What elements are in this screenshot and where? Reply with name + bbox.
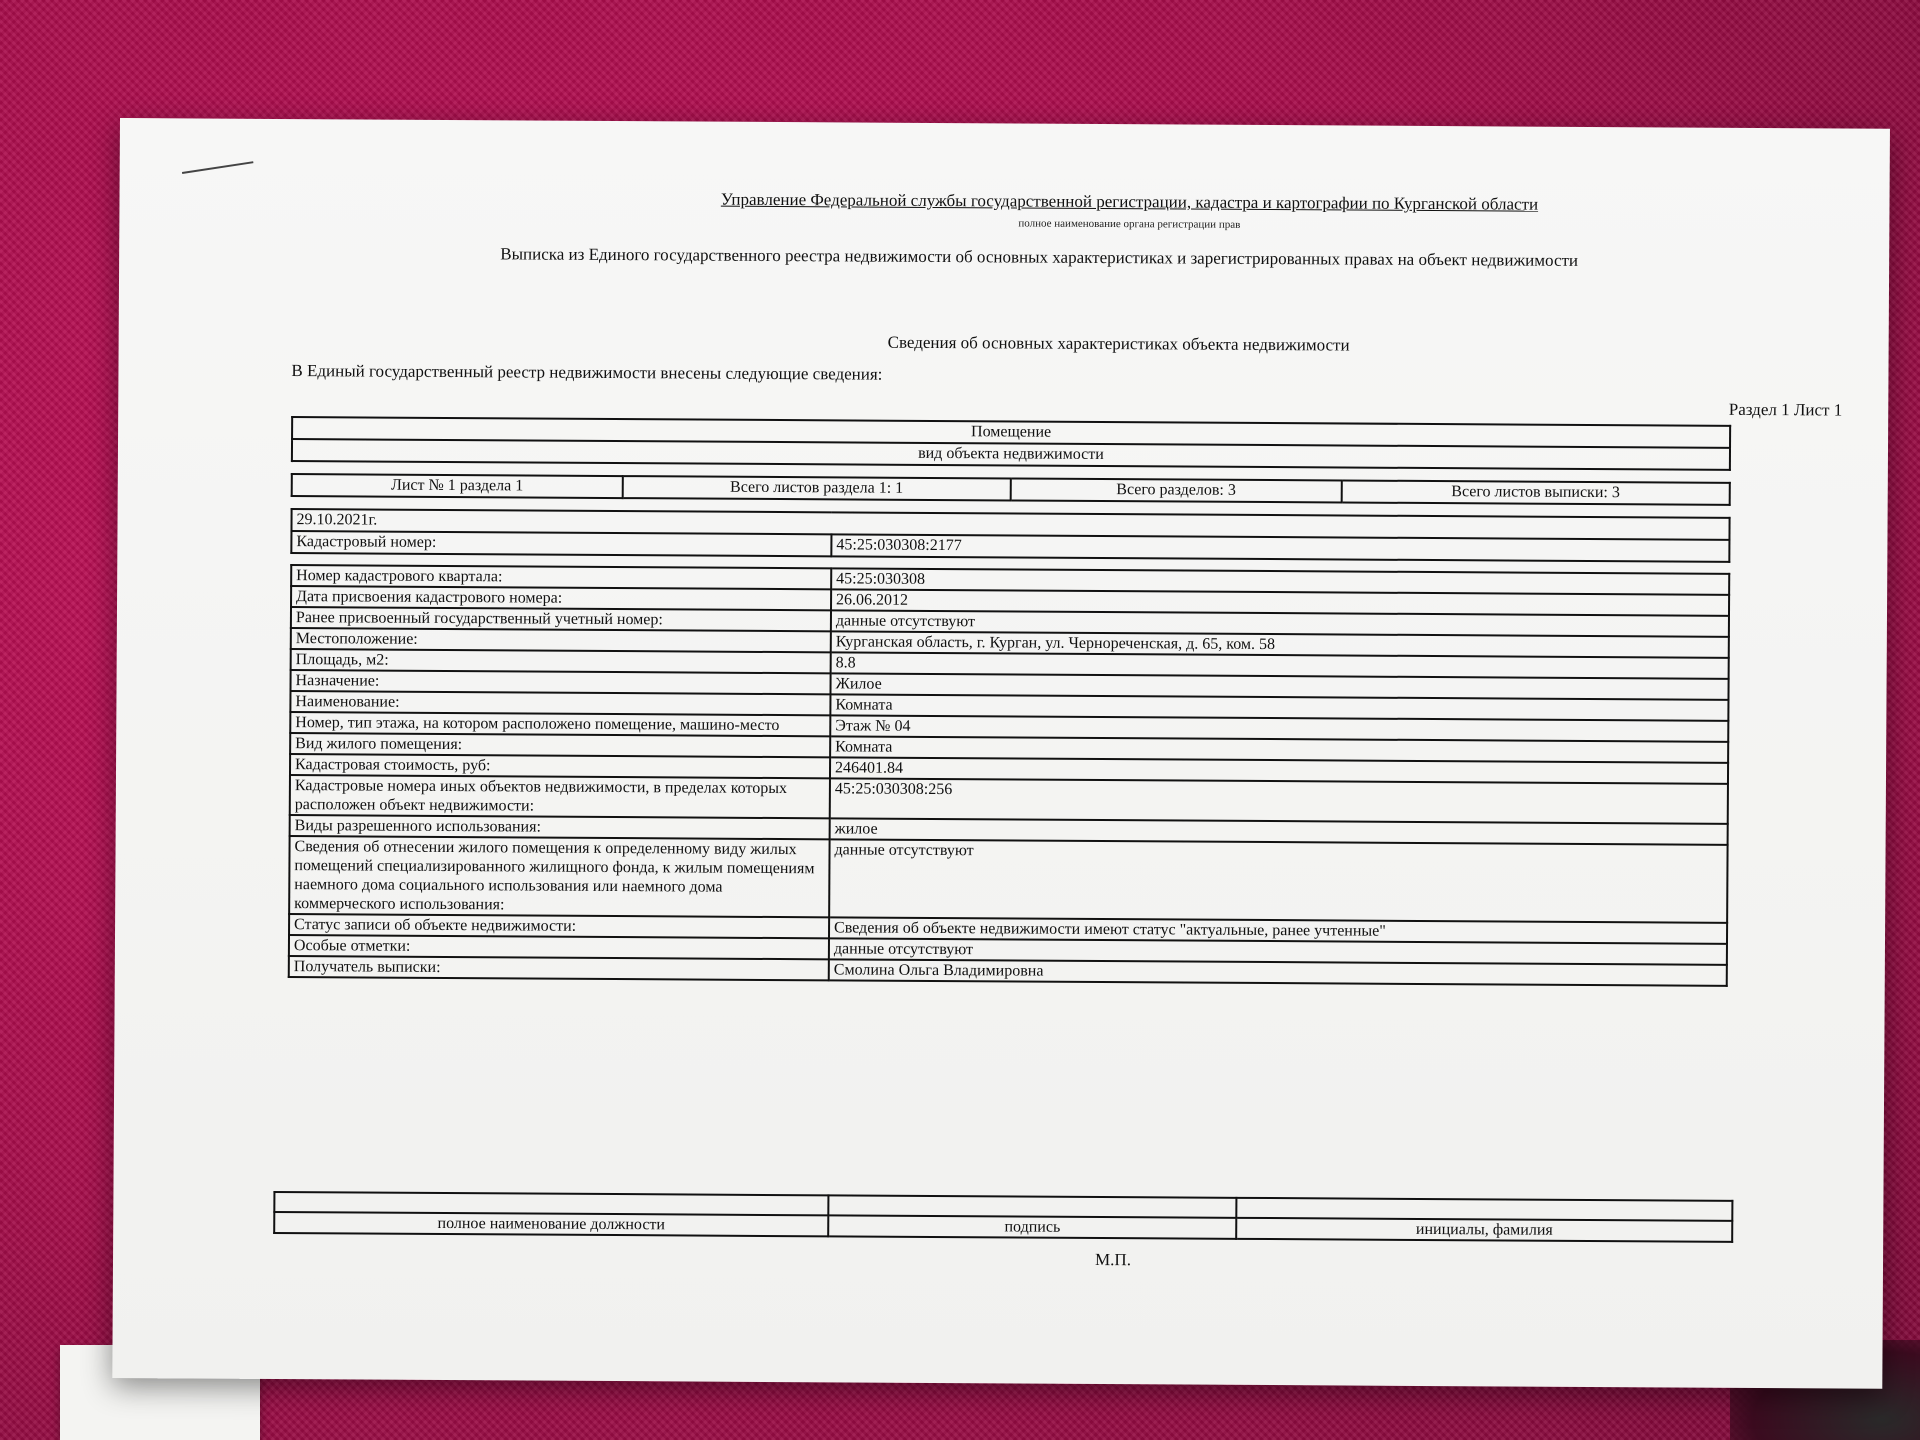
row-value: Жилое — [830, 673, 1728, 699]
organization-caption: полное наименование органа регистрации прав — [1018, 217, 1241, 231]
total-sheets-section: Всего листов раздела 1: 1 — [622, 476, 1010, 500]
section-sheet-label: Раздел 1 Лист 1 — [1728, 399, 1843, 420]
row-label: Кадастровая стоимость, руб: — [290, 754, 830, 778]
signature-cell — [828, 1195, 1236, 1217]
sheet-number: Лист № 1 раздела 1 — [292, 474, 623, 498]
row-label: Дата присвоения кадастрового номера: — [291, 586, 831, 610]
row-label: Наименование: — [290, 691, 830, 715]
total-sections: Всего разделов: 3 — [1011, 478, 1342, 502]
row-label: Получатель выписки: — [289, 956, 829, 980]
intro-text: В Единый государственный реестр недвижимости внесены следующие сведения: — [291, 361, 883, 384]
organization-title: Управление Федеральной службы государственной регистрации, кадастра и картографии по Курганской области — [720, 189, 1539, 214]
signature-table — [273, 1191, 1733, 1243]
row-value: 26.06.2012 — [831, 589, 1729, 615]
row-label: Местоположение: — [291, 628, 831, 652]
object-type-table — [291, 416, 1731, 471]
cadastral-number-label: Кадастровый номер: — [291, 531, 831, 556]
document-title: Выписка из Единого государственного реестра недвижимости об основных характеристиках и зарегистрированных правах на объект недвижимости — [500, 244, 1579, 270]
row-value: 246401.84 — [830, 757, 1728, 783]
pen-mark — [182, 161, 253, 174]
row-label: Виды разрешенного использования: — [290, 815, 830, 839]
row-label: Статус записи об объекте недвижимости: — [289, 914, 829, 938]
row-value: 45:25:030308:256 — [830, 778, 1728, 823]
row-value: Комната — [830, 736, 1728, 762]
row-label: Особые отметки: — [289, 935, 829, 959]
position-caption: полное наименование должности — [274, 1212, 828, 1236]
row-label: Назначение: — [291, 670, 831, 694]
row-value: Сведения об объекте недвижимости имеют статус "актуальные, ранее учтенные" — [829, 917, 1727, 943]
extract-date: 29.10.2021г. — [291, 509, 1729, 540]
row-value: Смолина Ольга Владимировна — [829, 959, 1727, 985]
row-label: Кадастровые номера иных объектов недвижимости, в пределах которых расположен объект недвижимости: — [290, 775, 830, 818]
characteristics-table — [288, 564, 1731, 987]
name-caption: инициалы, фамилия — [1236, 1218, 1732, 1242]
row-value: данные отсутствуют — [831, 610, 1729, 636]
section-title: Сведения об основных характеристиках объекта недвижимости — [887, 332, 1350, 355]
row-value: Этаж № 04 — [830, 715, 1728, 741]
row-value: 8.8 — [831, 652, 1729, 678]
row-value: данные отсутствуют — [829, 839, 1727, 922]
cadastral-number-value: 45:25:030308:2177 — [831, 534, 1729, 561]
row-label: Ранее присвоенный государственный учетный номер: — [291, 607, 831, 631]
signature-caption: подпись — [828, 1215, 1236, 1238]
row-label: Сведения об отнесении жилого помещения к определенному виду жилых помещений специализированного жилищного фонда, к жилым помещениям наемного дома социального использования или наемного дома коммерческого использования: — [289, 836, 829, 917]
sheets-table — [291, 473, 1731, 506]
total-sheets-extract: Всего листов выписки: 3 — [1341, 480, 1729, 504]
row-label: Номер кадастрового квартала: — [291, 565, 831, 589]
object-type-caption: вид объекта недвижимости — [292, 439, 1730, 470]
row-label: Номер, тип этажа, на котором расположено помещение, машино-место — [290, 712, 830, 736]
row-label: Вид жилого помещения: — [290, 733, 830, 757]
row-value: Курганская область, г. Курган, ул. Чернореченская, д. 65, ком. 58 — [831, 631, 1729, 657]
object-type-value: Помещение — [292, 417, 1730, 448]
table-row — [289, 836, 1727, 923]
document-sheet — [112, 118, 1890, 1389]
row-value: данные отсутствуют — [829, 938, 1727, 964]
stamp-place-label: М.П. — [1095, 1249, 1132, 1270]
row-value: жилое — [830, 818, 1728, 844]
row-value: 45:25:030308 — [831, 568, 1729, 594]
row-label: Площадь, м2: — [291, 649, 831, 673]
cadastral-table — [290, 508, 1730, 563]
row-value: Комната — [830, 694, 1728, 720]
